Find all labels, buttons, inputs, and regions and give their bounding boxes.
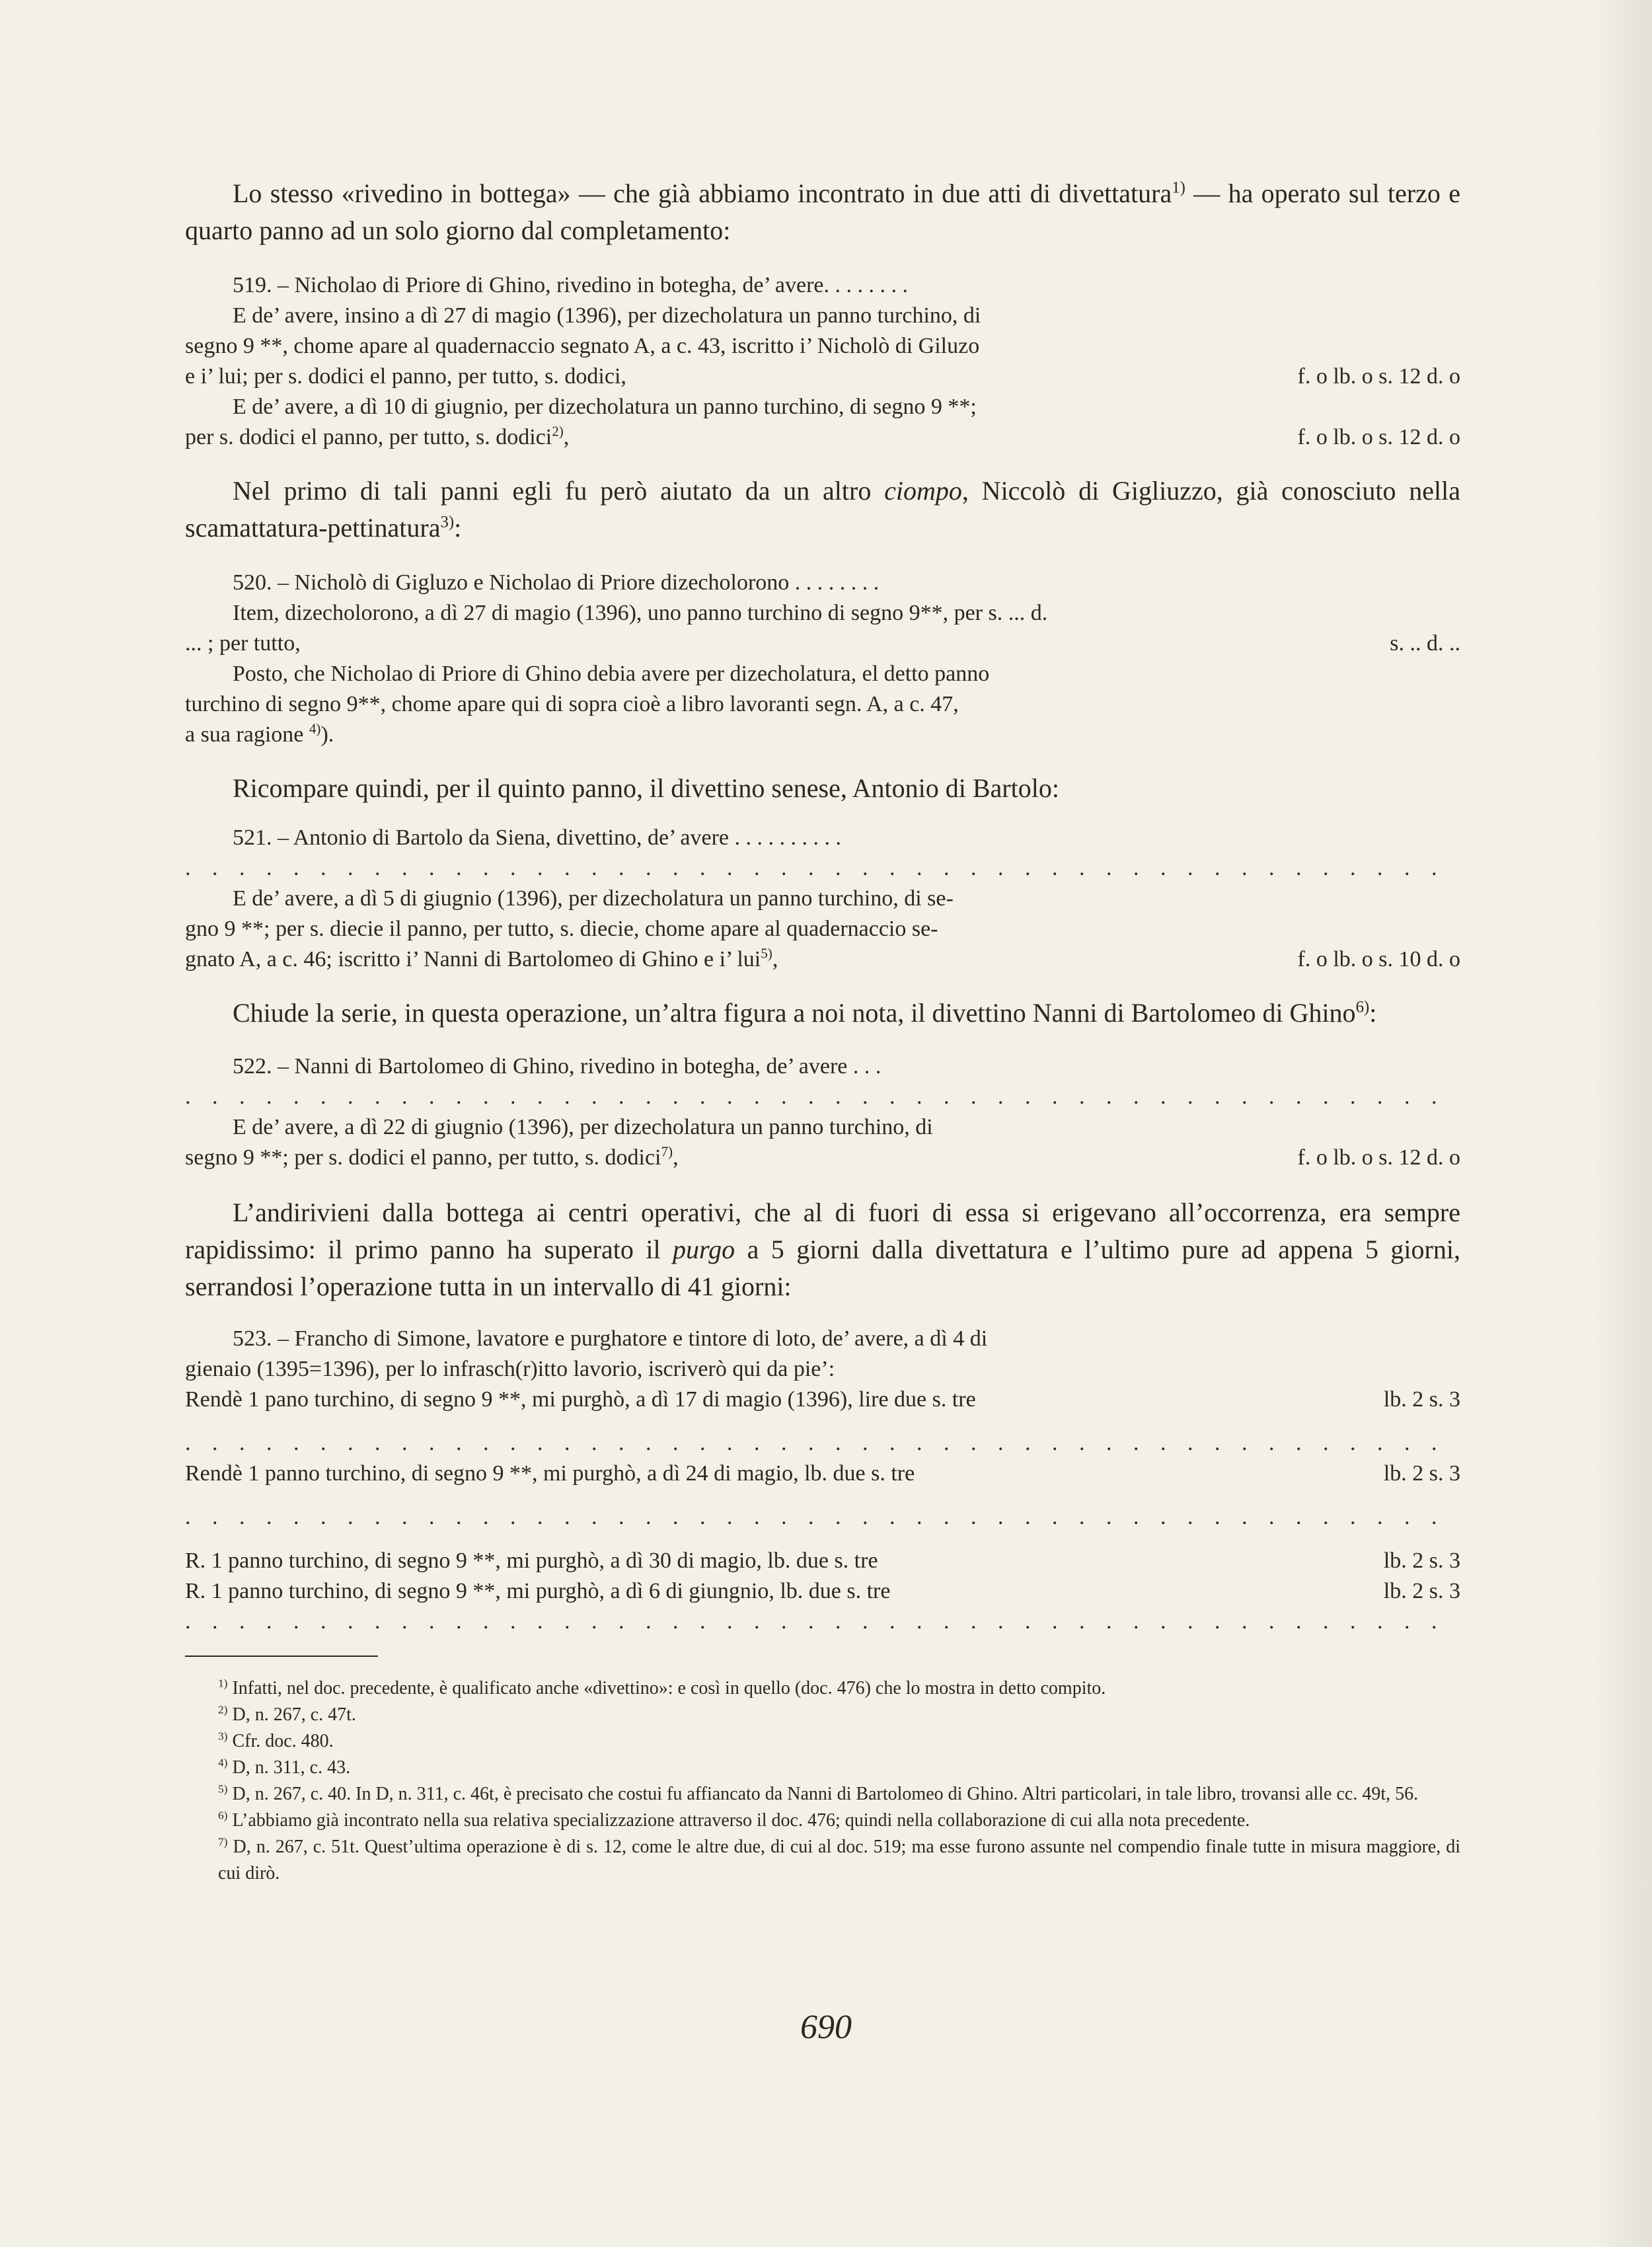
doc-522-heading: 522. – Nanni di Bartolomeo di Ghino, rivedino in botegha, de’ avere . . .	[233, 1054, 882, 1079]
footnotes	[185, 1675, 1460, 1887]
leader-dots: . . . . . . . . . . . . . . . . . . . . . . . . . . . . . . . . . . . . . . . . . . . . . . .	[185, 1505, 1445, 1529]
amount: lb. 2 s. 3	[1383, 1579, 1460, 1603]
footnote-3: $^{3)}$ Cfr. doc. 480.	[218, 1730, 334, 1751]
paragraph-1: Lo stesso «rivedino in bottega» — che già abbiamo incontrato in due atti di divettatura$^{1)}$ — ha operato sul terzo e quarto panno ad un solo giorno dal completamento:	[185, 178, 1460, 245]
doc-520-line: a sua ragione $^{4)}$).	[185, 720, 334, 747]
doc-519-line: e i’ lui; per s. dodici el panno, per tutto, s. dodici, f. o lb. o s. 12 d. o	[185, 362, 1460, 392]
page-edge-shadow	[1593, 0, 1652, 2247]
paragraph-5: L’andirivieni dalla bottega ai centri operativi, che al di fuori di essa si erigevano all’occorrenza, era sempre rapidissimo: il primo panno ha superato il purgo a 5 giorni dalla divettatura e l’ultimo pure ad appena 5 giorni, serrandosi l’operazione tutta in un intervallo di 41 giorni:	[185, 1198, 1460, 1301]
paragraph-2: Nel primo di tali panni egli fu però aiutato da un altro ciompo, Niccolò di Gigliuzzo, già conosciuto nella scamattatura-pettinatura$^{3)}$:	[185, 476, 1460, 543]
paragraph-fourth	[185, 995, 1460, 1032]
footnote-6: $^{6)}$ L’abbiamo già incontrato nella sua relativa specializzazione attraverso il doc. 476; quindi nella collaborazione di cui alla nota precedente.	[218, 1809, 1250, 1831]
document-521	[185, 823, 1460, 975]
doc-521-line: E de’ avere, a dì 5 di giugnio (1396), per dizecholatura un panno turchino, di se-	[233, 886, 954, 911]
footnote-2: $^{2)}$ D, n. 267, c. 47t.	[218, 1703, 356, 1725]
doc-520-line: Posto, che Nicholao di Priore di Ghino debia avere per dizecholatura, el detto panno	[233, 662, 990, 686]
doc-520-line: Item, dizecholorono, a dì 27 di magio (1396), uno panno turchino di segno 9**, per s. ... d.	[233, 601, 1048, 625]
amount: f. o lb. o s. 12 d. o	[1297, 1145, 1460, 1170]
amount: lb. 2 s. 3	[1383, 1461, 1460, 1486]
leader-dots: . . . . . . . . . . . . . . . . . . . . . . . . . . . . . . . . . . . . . . . . . . . . . . .	[185, 1431, 1445, 1455]
doc-519-line: E de’ avere, insino a dì 27 di magio (1396), per dizecholatura un panno turchino, di	[233, 303, 981, 328]
amount: f. o lb. o s. 12 d. o	[1297, 425, 1460, 449]
doc-523-heading: 523. – Francho di Simone, lavatore e purghatore e tintore di loto, de’ avere, a dì 4 di	[233, 1326, 988, 1351]
footnote-7: $^{7)}$ D, n. 267, c. 51t. Quest’ultima operazione è di s. 12, come le altre due, di cui al doc. 519; ma esse furono assunte nel compendio finale tutte in misura maggiore, di cui dirò.	[218, 1835, 1461, 1884]
doc-521-line: gno 9 **; per s. diecie il panno, per tutto, s. diecie, chome apare al quadernaccio se-	[185, 917, 938, 941]
doc-521-heading: 521. – Antonio di Bartolo da Siena, divettino, de’ avere . . . . . . . . . .	[233, 825, 841, 850]
paragraph-4: Chiude la serie, in questa operazione, un’altra figura a noi nota, il divettino Nanni di Bartolomeo di Ghino$^{6)}$:	[233, 998, 1377, 1028]
amount: lb. 2 s. 3	[1383, 1548, 1460, 1573]
amount: f. o lb. o s. 10 d. o	[1297, 947, 1460, 971]
doc-523-row: R. 1 panno turchino, di segno 9 **, mi purghò, a dì 6 di giungnio, lb. due s. tre lb. 2 s. 3	[185, 1576, 1460, 1607]
doc-520-heading: 520. – Nicholò di Gigluzo e Nicholao di Priore dizecholorono . . . . . . . .	[233, 570, 880, 595]
paragraph-third	[185, 770, 1460, 807]
document-522	[185, 1051, 1460, 1173]
amount: s. .. d. ..	[1390, 631, 1460, 656]
doc-519-heading: 519. – Nicholao di Priore di Ghino, rivedino in botegha, de’ avere. . . . . . . .	[233, 273, 908, 297]
doc-519-line: per s. dodici el panno, per tutto, s. dodici$^{2)}$, f. o lb. o s. 12 d. o	[185, 422, 1460, 453]
doc-523-row: R. 1 panno turchino, di segno 9 **, mi purghò, a dì 30 di magio, lb. due s. tre lb. 2 s. 3	[185, 1546, 1460, 1576]
doc-519-line: E de’ avere, a dì 10 di giugnio, per dizecholatura un panno turchino, di segno 9 **;	[233, 395, 977, 419]
doc-522-line: segno 9 **; per s. dodici el panno, per tutto, s. dodici$^{7)}$, f. o lb. o s. 12 d. o	[185, 1143, 1460, 1173]
doc-520-line: turchino di segno 9**, chome apare qui di sopra cioè a libro lavoranti segn. A, a c. 47,	[185, 692, 959, 716]
document-519	[185, 270, 1460, 453]
amount: f. o lb. o s. 12 d. o	[1297, 364, 1460, 389]
doc-522-line: E de’ avere, a dì 22 di giugnio (1396), per dizecholatura un panno turchino, di	[233, 1115, 933, 1139]
paragraph-fifth	[185, 1194, 1460, 1305]
doc-523-line: gienaio (1395=1396), per lo infrasch(r)itto lavorio, iscriverò qui da pie’:	[185, 1357, 835, 1381]
leader-dots: . . . . . . . . . . . . . . . . . . . . . . . . . . . . . . . . . . . . . . . . . . . . . . .	[185, 1085, 1445, 1109]
doc-523-row: Rendè 1 pano turchino, di segno 9 **, mi purghò, a dì 17 di magio (1396), lire due s. tre lb. 2 s. 3	[185, 1385, 1460, 1415]
leader-dots: . . . . . . . . . . . . . . . . . . . . . . . . . . . . . . . . . . . . . . . . . . . . . . .	[185, 856, 1445, 880]
document-520	[185, 568, 1460, 750]
document-523	[185, 1324, 1460, 1637]
main-text-column	[185, 175, 1460, 1637]
paragraph-second	[185, 473, 1460, 547]
footnote-1: $^{1)}$ Infatti, nel doc. precedente, è qualificato anche «divettino»: e così in quello (doc. 476) che lo mostra in detto compito.	[218, 1677, 1106, 1698]
doc-521-line: gnato A, a c. 46; iscritto i’ Nanni di Bartolomeo di Ghino e i’ lui$^{5)}$, f. o lb. o s. 10 d. o	[185, 944, 1460, 975]
amount: lb. 2 s. 3	[1383, 1387, 1460, 1412]
doc-523-row: Rendè 1 panno turchino, di segno 9 **, mi purghò, a dì 24 di magio, lb. due s. tre lb. 2 s. 3	[185, 1459, 1460, 1489]
paragraph-3: Ricompare quindi, per il quinto panno, il divettino senese, Antonio di Bartolo:	[233, 773, 1059, 803]
doc-520-line: ... ; per tutto, s. .. d. ..	[185, 628, 1460, 659]
footnote-4: $^{4)}$ D, n. 311, c. 43.	[218, 1756, 351, 1778]
doc-519-line: segno 9 **, chome apare al quadernaccio segnato A, a c. 43, iscritto i’ Nicholò di Giluzo	[185, 334, 980, 358]
leader-dots: . . . . . . . . . . . . . . . . . . . . . . . . . . . . . . . . . . . . . . . . . . . . . . .	[185, 1609, 1445, 1634]
footnote-separator	[185, 1656, 378, 1657]
footnote-5: $^{5)}$ D, n. 267, c. 40. In D, n. 311, c. 46t, è precisato che costui fu affiancato da Nanni di Bartolomeo di Ghino. Altri particolari, in tale libro, trovansi alle cc. 49t, 56.	[218, 1782, 1419, 1804]
footnote-ref-1: 1)	[1172, 178, 1185, 197]
page-number: 690	[800, 2008, 852, 2046]
paragraph-intro	[185, 175, 1460, 249]
